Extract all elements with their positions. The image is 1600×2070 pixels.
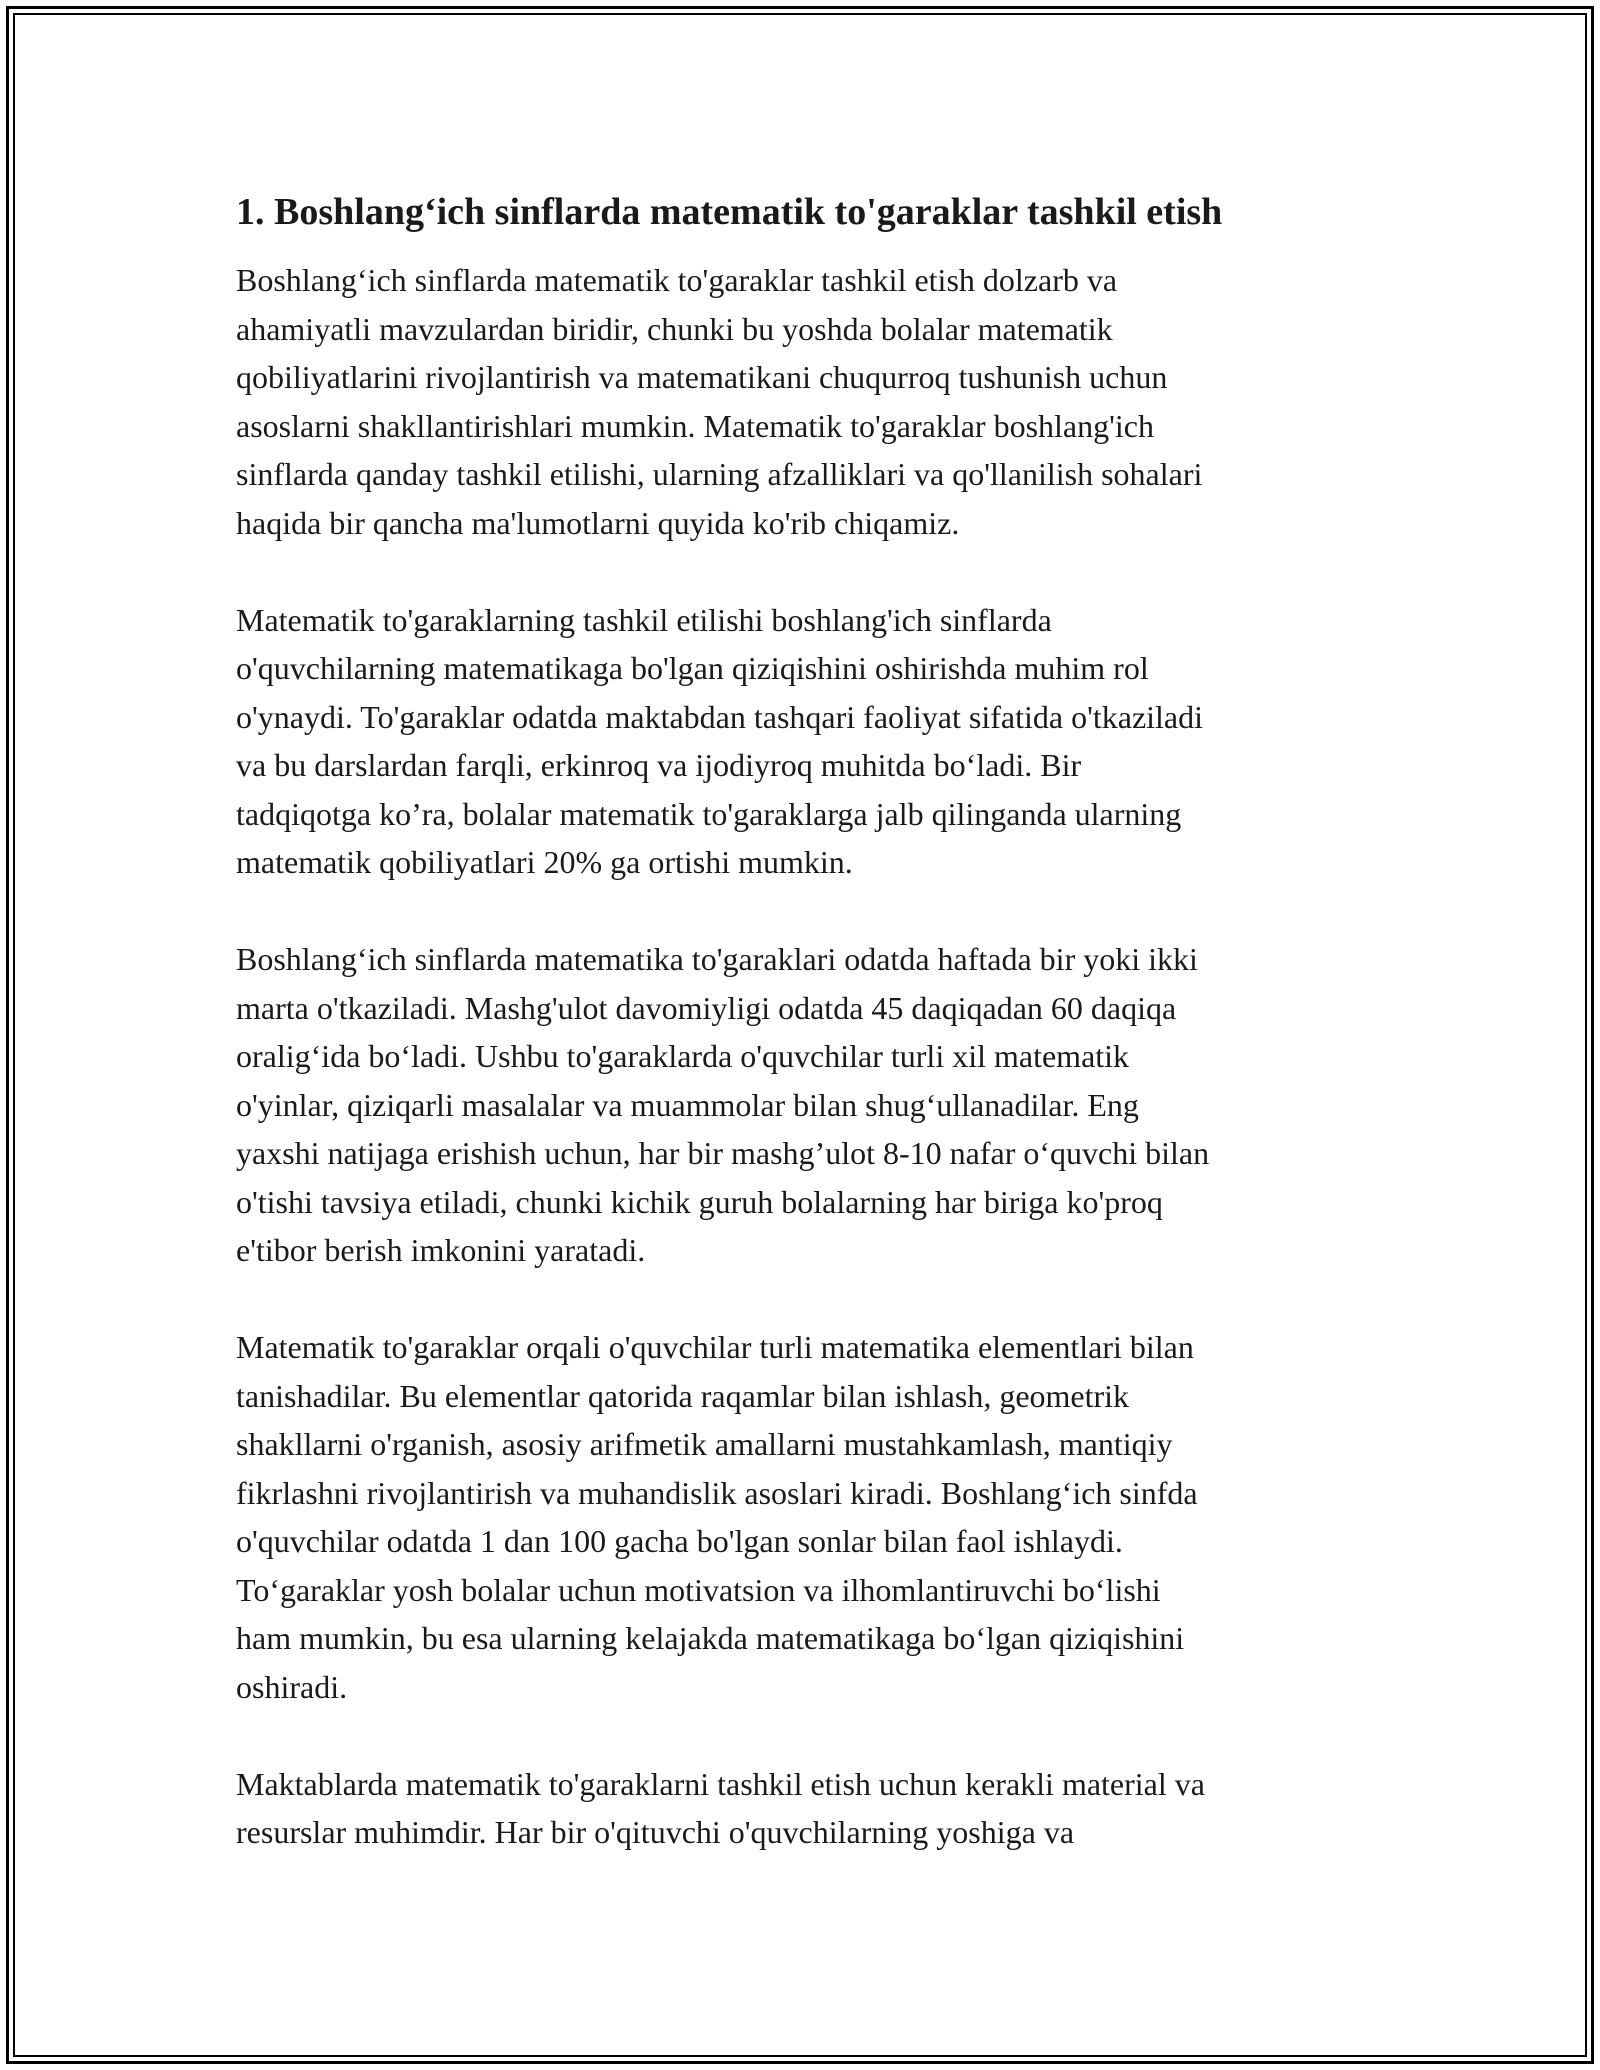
paragraph-2 — [236, 596, 1356, 887]
text-line: o'ynaydi. To'garaklar odatda maktabdan tashqari faoliyat sifatida o'tkaziladi — [236, 698, 1204, 735]
text-line: oralig‘ida bo‘ladi. Ushbu to'garaklarda o'quvchilar turli xil matematik — [236, 1038, 1130, 1074]
text-line: o'tishi tavsiya etiladi, chunki kichik guruh bolalarning har biriga ko'proq — [236, 1183, 1163, 1220]
text-line: qobiliyatlarini rivojlantirish va matematikani chuqurroq tushunish uchun — [236, 359, 1168, 395]
paragraph-5 — [236, 1760, 1356, 1857]
text-line: oshiradi. — [236, 1668, 348, 1705]
paragraph-3 — [236, 935, 1356, 1275]
text-line: To‘garaklar yosh bolalar uchun motivatsion va ilhomlantiruvchi bo‘lishi — [236, 1571, 1161, 1608]
text-line: o'yinlar, qiziqarli masalalar va muammolar bilan shug‘ullanadilar. Eng — [236, 1086, 1139, 1123]
text-line: sinflarda qanday tashkil etilishi, ularning afzalliklari va qo'llanilish sohalari — [236, 456, 1203, 492]
text-line: e'tibor berish imkonini yaratadi. — [236, 1232, 646, 1268]
text-line: matematik qobiliyatlari 20% ga ortishi mumkin. — [236, 844, 853, 880]
text-line: tadqiqotga ko’ra, bolalar matematik to'garaklarga jalb qilinganda ularning — [236, 795, 1182, 832]
text-line: o'quvchilar odatda 1 dan 100 gacha bo'lgan sonlar bilan faol ishlaydi. — [236, 1523, 1123, 1559]
document-title: 1. Boshlang‘ich sinflarda matematik to'garaklar tashkil etish — [236, 191, 1223, 233]
text-line: shakllarni o'rganish, asosiy arifmetik amallarni mustahkamlash, mantiqiy — [236, 1426, 1173, 1462]
text-line: va bu darslardan farqli, erkinroq va ijodiyroq muhitda bo‘ladi. Bir — [236, 747, 1082, 783]
text-line: ahamiyatli mavzulardan biridir, chunki bu yoshda bolalar matematik — [236, 310, 1113, 347]
document-body — [236, 188, 1356, 1905]
text-line: resurslar muhimdir. Har bir o'qituvchi o'quvchilarning yoshiga va — [236, 1814, 1075, 1850]
text-line: Matematik to'garaklarning tashkil etilishi boshlang'ich sinflarda — [236, 601, 1052, 638]
text-line: marta o'tkaziladi. Mashg'ulot davomiyligi odatda 45 daqiqadan 60 daqiqa — [236, 989, 1177, 1026]
paragraph-4 — [236, 1323, 1356, 1711]
text-line: asoslarni shakllantirishlari mumkin. Matematik to'garaklar boshlang'ich — [236, 407, 1154, 444]
text-line: Maktablarda matematik to'garaklarni tashkil etish uchun kerakli material va — [236, 1765, 1205, 1802]
text-line: Boshlang‘ich sinflarda matematika to'garaklari odatda haftada bir yoki ikki — [236, 941, 1198, 977]
text-line: fikrlashni rivojlantirish va muhandislik asoslari kiradi. Boshlang‘ich sinfda — [236, 1474, 1198, 1511]
text-line: o'quvchilarning matematikaga bo'lgan qiziqishini oshirishda muhim rol — [236, 650, 1149, 686]
text-line: yaxshi natijaga erishish uchun, har bir mashg’ulot 8-10 nafar o‘quvchi bilan — [236, 1135, 1210, 1171]
text-line: haqida bir qancha ma'lumotlarni quyida ko'rib chiqamiz. — [236, 504, 960, 541]
text-line: ham mumkin, bu esa ularning kelajakda matematikaga bo‘lgan qiziqishini — [236, 1620, 1185, 1656]
text-line: Boshlang‘ich sinflarda matematik to'garaklar tashkil etish dolzarb va — [236, 262, 1118, 298]
paragraph-1 — [236, 256, 1356, 547]
text-line: Matematik to'garaklar orqali o'quvchilar turli matematika elementlari bilan — [236, 1329, 1194, 1365]
text-line: tanishadilar. Bu elementlar qatorida raqamlar bilan ishlash, geometrik — [236, 1377, 1130, 1414]
